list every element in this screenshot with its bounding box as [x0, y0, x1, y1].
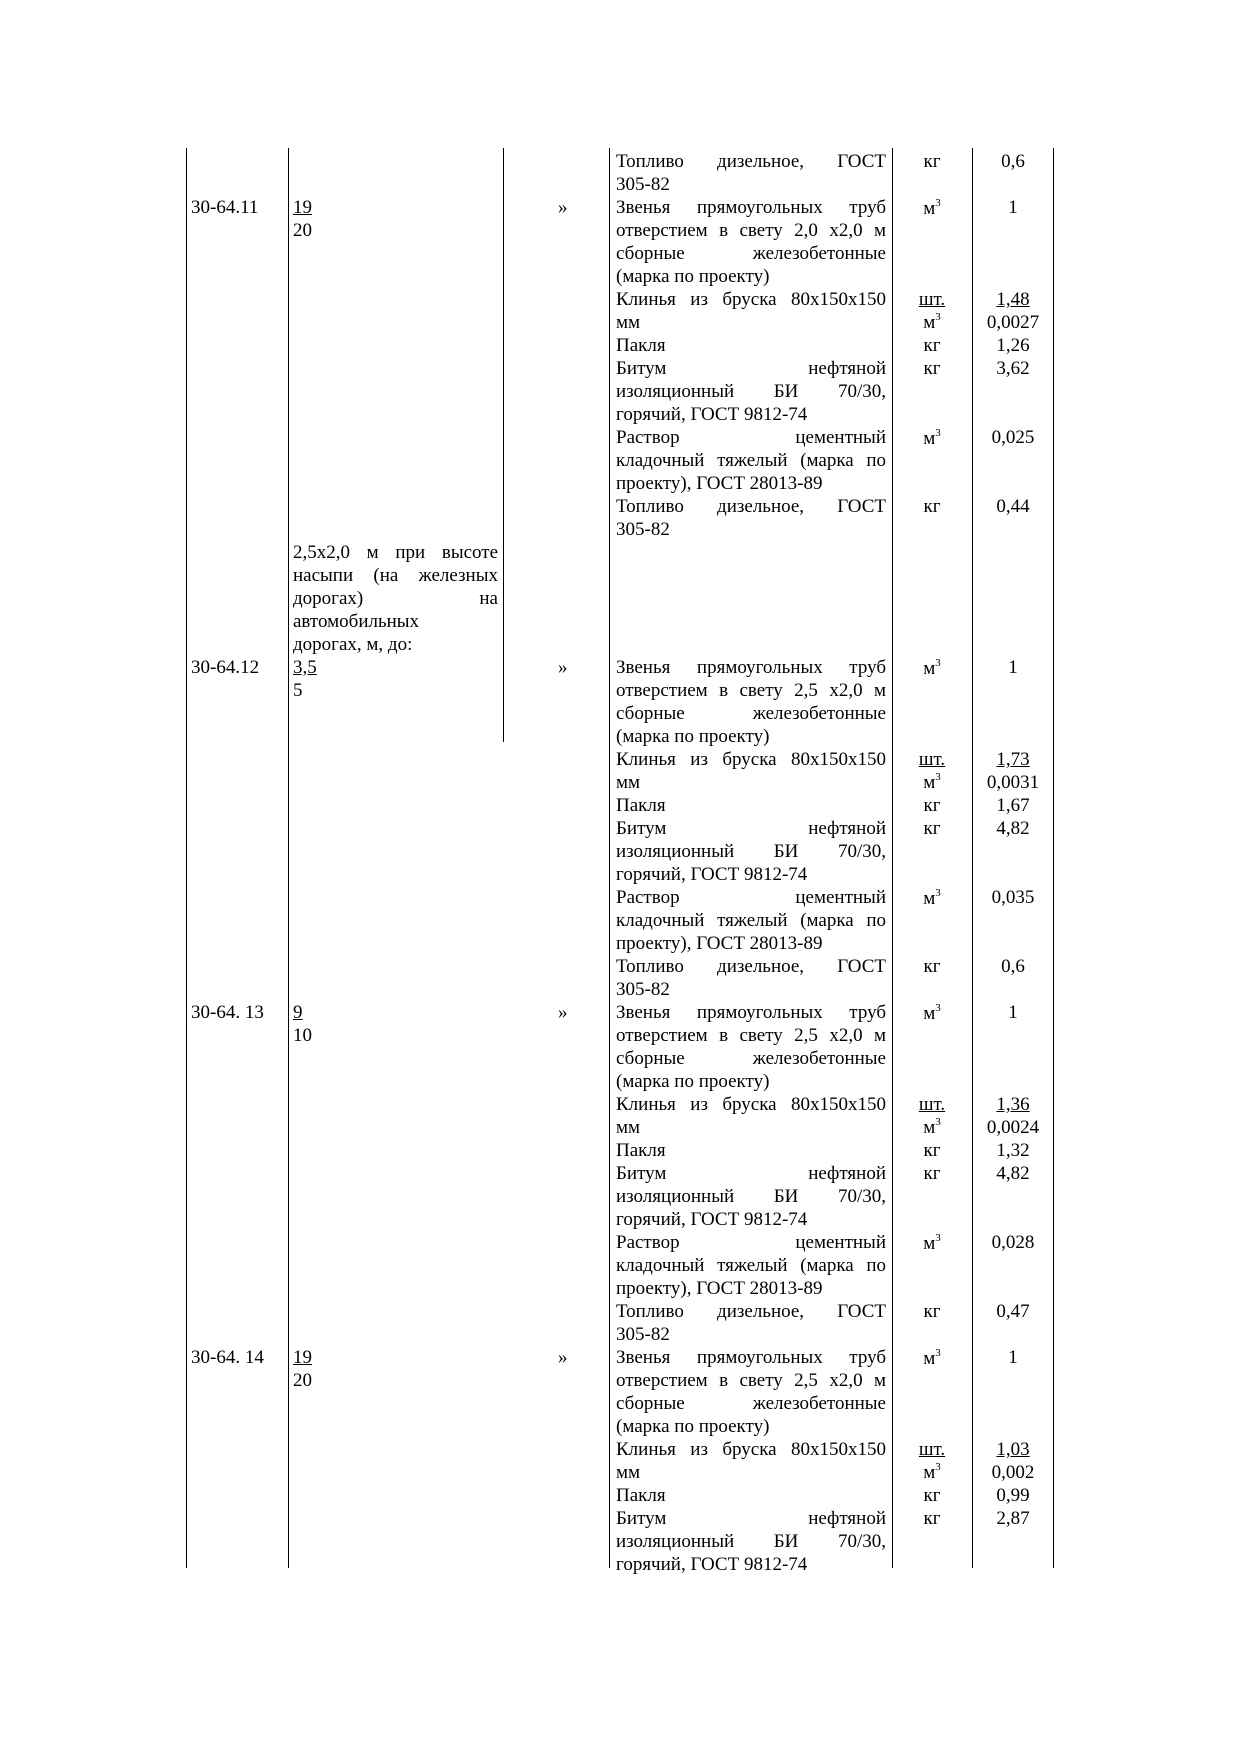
unit-label: м — [923, 772, 936, 793]
param-denominator: 5 — [293, 680, 303, 701]
amount-cell: 1,67 — [996, 795, 1030, 816]
material-name-line: Звенья прямоугольных труб — [616, 657, 886, 678]
material-name-line: горячий, ГОСТ 9812-74 — [616, 1554, 808, 1575]
norm-code: 30-64.11 — [191, 197, 259, 218]
amount-cell: 0,47 — [996, 1301, 1030, 1322]
material-name-line: отверстием в свету 2,5 х2,0 м — [616, 680, 886, 701]
amount-cell: 1,48 — [996, 289, 1030, 310]
material-name-line: (марка по проекту) — [616, 726, 770, 747]
material-name-line: мм — [616, 772, 641, 793]
unit-exponent: 3 — [935, 1346, 941, 1359]
unit-measure: » — [558, 197, 568, 218]
amount-cell: 1 — [1008, 657, 1018, 678]
material-name-line: Раствор цементный — [616, 887, 886, 908]
amount-cell: 1,03 — [996, 1439, 1030, 1460]
material-name-line: проекту), ГОСТ 28013-89 — [616, 473, 823, 494]
section-heading-line: насыпи (на железных — [293, 565, 498, 586]
unit-cell — [892, 748, 972, 771]
unit-cell — [892, 357, 972, 380]
material-name-line: сборные железобетонные — [616, 703, 886, 724]
unit-label: кг — [923, 818, 941, 839]
param-numerator: 19 — [293, 197, 312, 218]
unit-cell-2 — [892, 311, 972, 334]
unit-label: кг — [923, 358, 941, 379]
param-denominator: 20 — [293, 220, 312, 241]
unit-label: кг — [923, 1485, 941, 1506]
norm-code: 30-64. 13 — [191, 1002, 264, 1023]
amount-cell-2: 0,002 — [991, 1462, 1035, 1483]
material-name-line: мм — [616, 1117, 641, 1138]
unit-measure: » — [558, 1347, 568, 1368]
amount-cell: 1,73 — [996, 749, 1030, 770]
material-name-line: Пакля — [616, 1140, 666, 1161]
material-name-line: кладочный тяжелый (марка по — [616, 910, 886, 931]
unit-label: м — [923, 1233, 936, 1254]
unit-label: м — [923, 198, 936, 219]
unit-exponent: 3 — [935, 310, 941, 323]
unit-cell — [892, 334, 972, 357]
norm-code: 30-64.12 — [191, 657, 260, 678]
material-name-line: Раствор цементный — [616, 1232, 886, 1253]
material-name-line: проекту), ГОСТ 28013-89 — [616, 1278, 823, 1299]
amount-cell-2: 0,0024 — [986, 1117, 1040, 1138]
section-heading-line: 2,5х2,0 м при высоте — [293, 542, 498, 563]
section-heading-line: дорогах, м, до: — [293, 634, 413, 655]
amount-cell: 0,44 — [996, 496, 1030, 517]
unit-measure: » — [558, 657, 568, 678]
material-name-line: сборные железобетонные — [616, 243, 886, 264]
unit-label: м — [923, 1348, 936, 1369]
amount-cell: 1 — [1008, 1347, 1018, 1368]
material-name-line: горячий, ГОСТ 9812-74 — [616, 864, 808, 885]
amount-cell: 1 — [1008, 197, 1018, 218]
unit-cell — [892, 1300, 972, 1323]
material-name-line: Клинья из бруска 80х150х150 — [616, 289, 886, 310]
column-rule — [503, 148, 504, 742]
section-heading-line: автомобильных — [293, 611, 420, 632]
unit-label: шт. — [918, 1094, 946, 1115]
amount-cell-2: 0,0027 — [986, 312, 1040, 333]
unit-label: кг — [923, 151, 941, 172]
material-name-line: горячий, ГОСТ 9812-74 — [616, 404, 808, 425]
unit-label: м — [923, 312, 936, 333]
material-name-line: Клинья из бруска 80х150х150 — [616, 1094, 886, 1115]
material-name-line: 305-82 — [616, 174, 670, 195]
unit-cell-2 — [892, 1116, 972, 1139]
unit-label: м — [923, 428, 936, 449]
unit-cell — [892, 1438, 972, 1461]
material-name-line: отверстием в свету 2,0 х2,0 м — [616, 220, 886, 241]
amount-cell: 1 — [1008, 1002, 1018, 1023]
unit-exponent: 3 — [935, 196, 941, 209]
amount-cell: 1,32 — [996, 1140, 1030, 1161]
amount-cell: 4,82 — [996, 818, 1030, 839]
unit-cell-2 — [892, 771, 972, 794]
norm-code: 30-64. 14 — [191, 1347, 264, 1368]
material-name-line: кладочный тяжелый (марка по — [616, 450, 886, 471]
amount-cell: 2,87 — [996, 1508, 1030, 1529]
param-numerator: 9 — [293, 1002, 303, 1023]
unit-cell — [892, 1347, 972, 1370]
amount-cell: 0,035 — [991, 887, 1035, 908]
material-name-line: Пакля — [616, 795, 666, 816]
unit-cell — [892, 1139, 972, 1162]
amount-cell: 4,82 — [996, 1163, 1030, 1184]
unit-label: шт. — [918, 289, 946, 310]
material-name-line: Топливо дизельное, ГОСТ — [616, 151, 886, 172]
unit-cell — [892, 495, 972, 518]
unit-cell — [892, 197, 972, 220]
unit-cell — [892, 1507, 972, 1530]
unit-cell — [892, 794, 972, 817]
column-rule — [609, 148, 610, 1568]
unit-cell — [892, 1484, 972, 1507]
unit-label: м — [923, 1003, 936, 1024]
material-name-line: (марка по проекту) — [616, 266, 770, 287]
unit-cell — [892, 1002, 972, 1025]
unit-label: м — [923, 1462, 936, 1483]
unit-cell — [892, 657, 972, 680]
material-name-line: отверстием в свету 2,5 х2,0 м — [616, 1370, 886, 1391]
material-name-line: Топливо дизельное, ГОСТ — [616, 956, 886, 977]
unit-label: шт. — [918, 1439, 946, 1460]
unit-cell — [892, 887, 972, 910]
section-heading-line: дорогах) на — [293, 588, 498, 609]
param-denominator: 20 — [293, 1370, 312, 1391]
amount-cell: 0,028 — [991, 1232, 1035, 1253]
column-rule — [288, 148, 289, 1568]
material-name-line: 305-82 — [616, 1324, 670, 1345]
material-name-line: изоляционный БИ 70/30, — [616, 1186, 886, 1207]
unit-label: кг — [923, 1163, 941, 1184]
unit-cell — [892, 1232, 972, 1255]
unit-exponent: 3 — [935, 770, 941, 783]
material-name-line: 305-82 — [616, 979, 670, 1000]
material-name-line: Битум нефтяной — [616, 358, 886, 379]
material-name-line: Клинья из бруска 80х150х150 — [616, 1439, 886, 1460]
material-name-line: Битум нефтяной — [616, 1508, 886, 1529]
material-name-line: сборные железобетонные — [616, 1048, 886, 1069]
unit-cell — [892, 817, 972, 840]
material-name-line: Топливо дизельное, ГОСТ — [616, 1301, 886, 1322]
material-name-line: изоляционный БИ 70/30, — [616, 381, 886, 402]
amount-cell: 1,36 — [996, 1094, 1030, 1115]
material-name-line: (марка по проекту) — [616, 1416, 770, 1437]
unit-cell — [892, 955, 972, 978]
material-name-line: Звенья прямоугольных труб — [616, 197, 886, 218]
unit-exponent: 3 — [935, 1231, 941, 1244]
unit-cell — [892, 1162, 972, 1185]
unit-label: м — [923, 1117, 936, 1138]
unit-cell — [892, 427, 972, 450]
unit-label: кг — [923, 496, 941, 517]
amount-cell: 0,99 — [996, 1485, 1030, 1506]
material-name-line: Раствор цементный — [616, 427, 886, 448]
material-name-line: Пакля — [616, 1485, 666, 1506]
material-name-line: горячий, ГОСТ 9812-74 — [616, 1209, 808, 1230]
amount-cell-2: 0,0031 — [986, 772, 1040, 793]
unit-label: шт. — [918, 749, 946, 770]
unit-label: кг — [923, 1301, 941, 1322]
unit-label: кг — [923, 1508, 941, 1529]
unit-exponent: 3 — [935, 656, 941, 669]
material-name-line: мм — [616, 1462, 641, 1483]
unit-cell — [892, 150, 972, 173]
amount-cell: 0,6 — [1001, 151, 1025, 172]
param-denominator: 10 — [293, 1025, 312, 1046]
material-name-line: Звенья прямоугольных труб — [616, 1347, 886, 1368]
unit-label: кг — [923, 956, 941, 977]
unit-label: кг — [923, 335, 941, 356]
material-name-line: 305-82 — [616, 519, 670, 540]
unit-label: м — [923, 888, 936, 909]
unit-exponent: 3 — [935, 886, 941, 899]
column-rule — [186, 148, 187, 1568]
material-name-line: (марка по проекту) — [616, 1071, 770, 1092]
amount-cell: 3,62 — [996, 358, 1030, 379]
param-numerator: 19 — [293, 1347, 312, 1368]
material-name-line: мм — [616, 312, 641, 333]
unit-label: кг — [923, 1140, 941, 1161]
material-name-line: проекту), ГОСТ 28013-89 — [616, 933, 823, 954]
unit-label: м — [923, 658, 936, 679]
param-numerator: 3,5 — [293, 657, 317, 678]
unit-cell — [892, 288, 972, 311]
unit-exponent: 3 — [935, 1460, 941, 1473]
unit-measure: » — [558, 1002, 568, 1023]
material-name-line: Пакля — [616, 335, 666, 356]
material-name-line: кладочный тяжелый (марка по — [616, 1255, 886, 1276]
material-name-line: Звенья прямоугольных труб — [616, 1002, 886, 1023]
material-name-line: Топливо дизельное, ГОСТ — [616, 496, 886, 517]
unit-exponent: 3 — [935, 426, 941, 439]
material-name-line: Битум нефтяной — [616, 1163, 886, 1184]
material-name-line: Битум нефтяной — [616, 818, 886, 839]
amount-cell: 0,025 — [991, 427, 1035, 448]
unit-cell — [892, 1093, 972, 1116]
unit-cell-2 — [892, 1461, 972, 1484]
unit-label: кг — [923, 795, 941, 816]
material-name-line: сборные железобетонные — [616, 1393, 886, 1414]
unit-exponent: 3 — [935, 1115, 941, 1128]
material-name-line: отверстием в свету 2,5 х2,0 м — [616, 1025, 886, 1046]
amount-cell: 1,26 — [996, 335, 1030, 356]
unit-exponent: 3 — [935, 1001, 941, 1014]
material-name-line: изоляционный БИ 70/30, — [616, 1531, 886, 1552]
material-name-line: Клинья из бруска 80х150х150 — [616, 749, 886, 770]
material-name-line: изоляционный БИ 70/30, — [616, 841, 886, 862]
amount-cell: 0,6 — [1001, 956, 1025, 977]
